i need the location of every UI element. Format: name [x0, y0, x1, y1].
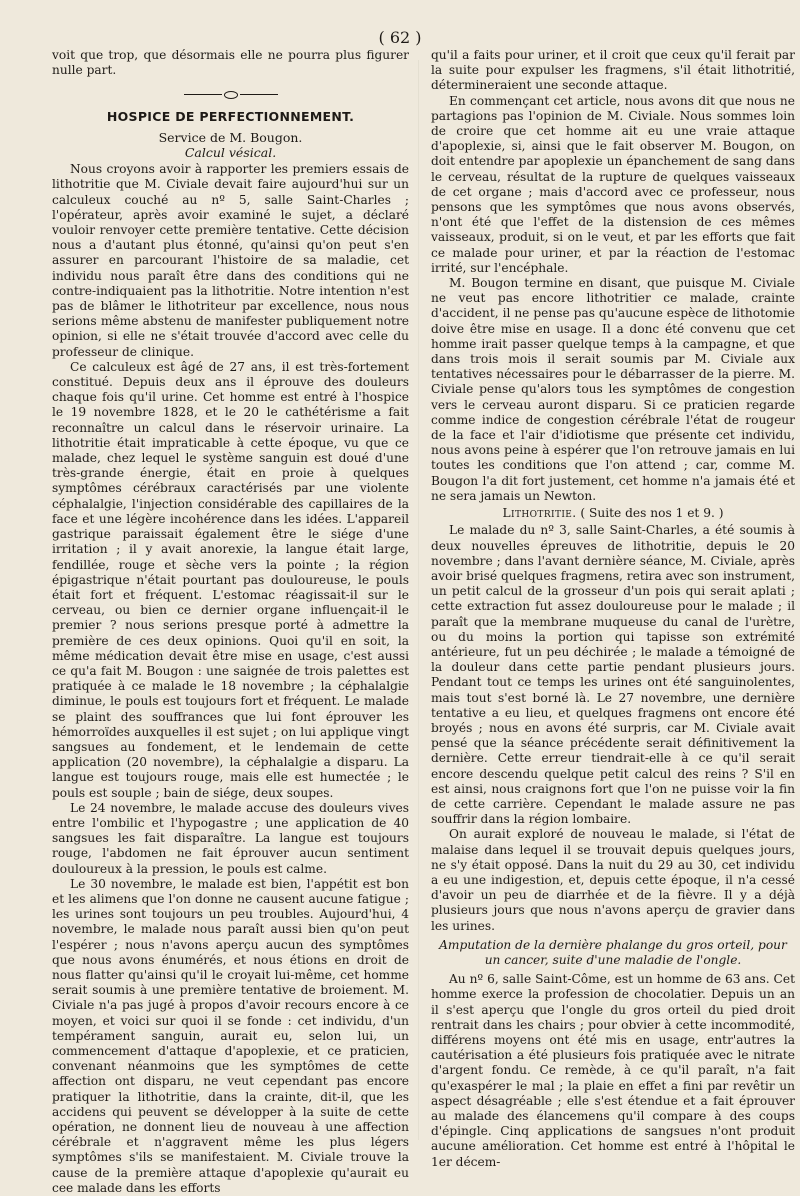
right-column	[431, 48, 795, 1170]
intro-paragraph: voit que trop, que désormais elle ne pourra plus figurer nulle part.	[52, 48, 409, 78]
right-paragraph-3: M. Bougon termine en disant, que puisque M. Civiale ne veut pas encore lithotritier ce malade, crainte d'accident, il ne pense pas qu'aucune espèce de lithotomie doive être mise en usage. Il a donc été convenu que cet homme irait passer quelque temps à la campagne, et que dans trois mois il serait soumis par M. Civiale aux tentatives nécessaires pour le débarrasser de la pierre. M. Civiale pense qu'alors tous les symptômes de congestion vers le cerveau auront disparu. Si ce praticien regarde comme indice de congestion cérébrale l'état de rougeur de la face et l'air d'idiotisme que présente cet individu, nous avons peine à espérer que l'on retrouve jamais en lui toutes les conditions que l'on attend ; car, comme M. Bougon l'a dit fort justement, cet homme n'a jamais été et ne sera jamais un Newton.	[431, 276, 795, 503]
hospice-title: HOSPICE DE PERFECTIONNEMENT.	[106, 108, 355, 124]
lithotritie-suite: ( Suite des nos 1 et 9. )	[580, 506, 724, 521]
right-paragraph-2: En commençant cet article, nous avons dit que nous ne partagions pas l'opinion de M. Civiale. Nous sommes loin de croire que cet homme ait eu une vraie attaque d'apoplexie, si, ainsi que le fait observer M. Bougon, on doit entendre par apoplexie un épanchement de sang dans le cerveau, résultat de la rupture de quelques vaisseaux de cet organe ; mais d'accord avec ce professeur, nous pensons que les symptômes que nous avons observés, n'ont été que l'effet de la distension de ces mêmes vaisseaux, produit, si on le veut, et par les efforts que fait ce malade pour uriner, et par la réaction de l'estomac irrité, sur l'encéphale.	[431, 93, 795, 275]
left-paragraph-4: Le 30 novembre, le malade est bien, l'appétit est bon et les alimens que l'on donne ne causent aucune fatigue ; les urines sont toujours un peu troubles. Aujourd'hui, 4 novembre, le malade nous paraît aussi bien qu'on peut l'espérer ; nous n'avons aperçu aucun des symptômes que nous avons énumérés, et nous étions en droit de nous flatter qu'ainsi qu'il le croyait lui-même, cet homme serait soumis à une première tentative de broiement. M. Civiale n'a pas jugé à propos d'avoir recours encore à ce moyen, et voici sur quoi il se fonde : cet individu, d'un tempérament sanguin, aurait eu, selon lui, un commencement d'attaque d'apoplexie, et ce praticien, convenant néanmoins que les symptômes de cette affection ont disparu, ne veut cependant pas encore pratiquer la lithotritie, dans la crainte, dit-il, que les accidens qui peuvent se développer à la suite de cette opération, ne donnent lieu de nouveau à une affection cérébrale et n'aggravent même les plus légers symptômes s'ils se manifestaient. M. Civiale trouve la cause de la première attaque d'apoplexie qu'aurait eu cee malade dans les efforts	[52, 876, 409, 1195]
right-paragraph-6: Au nº 6, salle Saint-Côme, est un homme de 63 ans. Cet homme exerce la profession de chocolatier. Depuis un an il s'est aperçu que l'ongle du gros orteil du pied droit rentrait dans les chairs ; pour obvier à cette incommodité, différens moyens ont été mis en usage, entr'autres la cautérisation a été plusieurs fois pratiquée avec le nitrate d'argent fondu. Ce remède, à ce qu'il paraît, n'a fait qu'exaspérer le mal ; la plaie en effet a fini par revêtir un aspect désagréable ; elle s'est étendue et a fait éprouver au malade des élancemens qu'il compare à des coups d'épingle. Cinq applications de sangsues n'ont produit aucune amélioration. Cet homme est entré à l'hôpital le 1er décem-	[431, 972, 795, 1169]
ornament-divider	[52, 87, 409, 102]
column-gutter	[418, 60, 419, 1140]
left-paragraph-2: Ce calculeux est âgé de 27 ans, il est très-fortement constitué. Depuis deux ans il éprouve des douleurs chaque fois qu'il urine. Cet homme est entré à l'hospice le 19 novembre 1828, et le 20 le cathétérisme a fait reconnaître un calcul dans le réservoir urinaire. La lithotritie était impraticable à cette époque, vu que ce malade, chez lequel le système sanguin est doué d'une très-grande énergie, était en proie à quelques symptômes cérébraux caractérisés par une violente céphalalgie, l'injection considérable des capillaires de la face et une légère incohérence dans les idées. L'appareil gastrique paraissait également être le siége d'une irritation ; il y avait anorexie, la langue était large, fendillée, rouge et sèche vers la pointe ; la région épigastrique n'était pourtant pas douloureuse, le pouls était fort et fréquent. L'estomac réagissait-il sur le cerveau, ou bien ce dernier organe influençait-il le premier ? nous serions presque porté à admettre la première de ces deux opinions. Quoi qu'il en soit, la même médication devait être mise en usage, c'est aussi ce qu'a fait M. Bougon : une saignée de trois palettes est pratiquée à ce malade le 18 novembre ; la céphalalgie diminue, le pouls est toujours fort et fréquent. Le malade se plaint des souffrances que lui font éprouver les hémorroïdes auxquelles il est sujet ; on lui applique vingt sangsues au fondement, et le lendemain de cette application (20 novembre), la céphalalgie a disparu. La langue est toujours rouge, mais elle est humectée ; le pouls est souple ; bain de siége, deux soupes.	[52, 359, 409, 800]
page-number: ( 62 )	[378, 28, 422, 47]
left-paragraph-3: Le 24 novembre, le malade accuse des douleurs vives entre l'ombilic et l'hypogastre ; une application de 40 sangsues les fait disparaître. La langue est toujours rouge, l'abdomen ne fait éprouver aucun sentiment douloureux à la pression, le pouls est calme.	[52, 800, 409, 876]
left-column	[52, 48, 409, 1196]
lithotritie-heading	[431, 506, 795, 521]
service-line: Service de M. Bougon.	[158, 129, 303, 145]
left-paragraph-1: Nous croyons avoir à rapporter les premiers essais de lithotritie que M. Civiale devait faire aujourd'hui sur un calculeux couché au nº 5, salle Saint-Charles ; l'opérateur, après avoir examiné le sujet, a déclaré vouloir renvoyer cette première tentative. Cette décision nous a d'autant plus étonné, qu'ainsi qu'on peut s'en assurer en parcourant l'histoire de sa maladie, cet individu nous paraît être dans des conditions qui ne contre-indiquaient pas la lithotritie. Notre intention n'est pas de blâmer le lithotriteur par excellence, nous nous serions même abstenu de manifester publiquement notre opinion, si elle ne s'était trouvée d'accord avec celle du professeur de clinique.	[52, 162, 409, 359]
right-paragraph-1: qu'il a faits pour uriner, et il croit que ceux qu'il ferait par la suite pour expulser les fragmens, s'il était lithotritié, détermineraient une seconde attaque.	[431, 48, 795, 93]
right-paragraph-4: Le malade du nº 3, salle Saint-Charles, a été soumis à deux nouvelles épreuves de lithotritie, depuis le 20 novembre ; dans l'avant dernière séance, M. Civiale, après avoir brisé quelques fragmens, retira avec son instrument, un petit calcul de la grosseur d'un pois qui serait aplati ; cette extraction fut assez douloureuse pour le malade ; il paraît que la membrane muqueuse du canal de l'urètre, ou du moins la portion qui tapisse son extrémité antérieure, fut un peu déchirée ; le malade a témoigné de la douleur dans cette partie pendant plusieurs jours. Pendant tout ce temps les urines ont été sanguinolentes, mais tout s'est borné là. Le 27 novembre, une dernière tentative a eu lieu, et quelques fragmens ont encore été broyés ; nous en avons été surpris, car M. Civiale avait pensé que la séance précédente serait définitivement la dernière. Cette erreur tiendrait-elle à ce qu'il serait encore descendu quelque petit calcul des reins ? S'il en est ainsi, nous craignons fort que l'on ne puisse voir la fin de cette carrière. Cependant le malade assure ne pas souffrir dans la région lombaire.	[431, 523, 795, 827]
calcul-title: Calcul vésical.	[184, 145, 277, 161]
lithotritie-title: Lithotritie.	[502, 506, 577, 521]
amputation-title: Amputation de la dernière phalange du gros orteil, pour un cancer, suite d'une maladie de l'ongle.	[439, 937, 787, 967]
right-paragraph-5: On aurait exploré de nouveau le malade, si l'état de malaise dans lequel il se trouvait depuis quelques jours, ne s'y était opposé. Dans la nuit du 29 au 30, cet individu a eu une indigestion, et, depuis cette époque, il n'a cessé d'avoir un peu de diarrhée et de la fièvre. Il y a déjà plusieurs jours que nous n'avons aperçu de gravier dans les urines.	[431, 827, 795, 933]
